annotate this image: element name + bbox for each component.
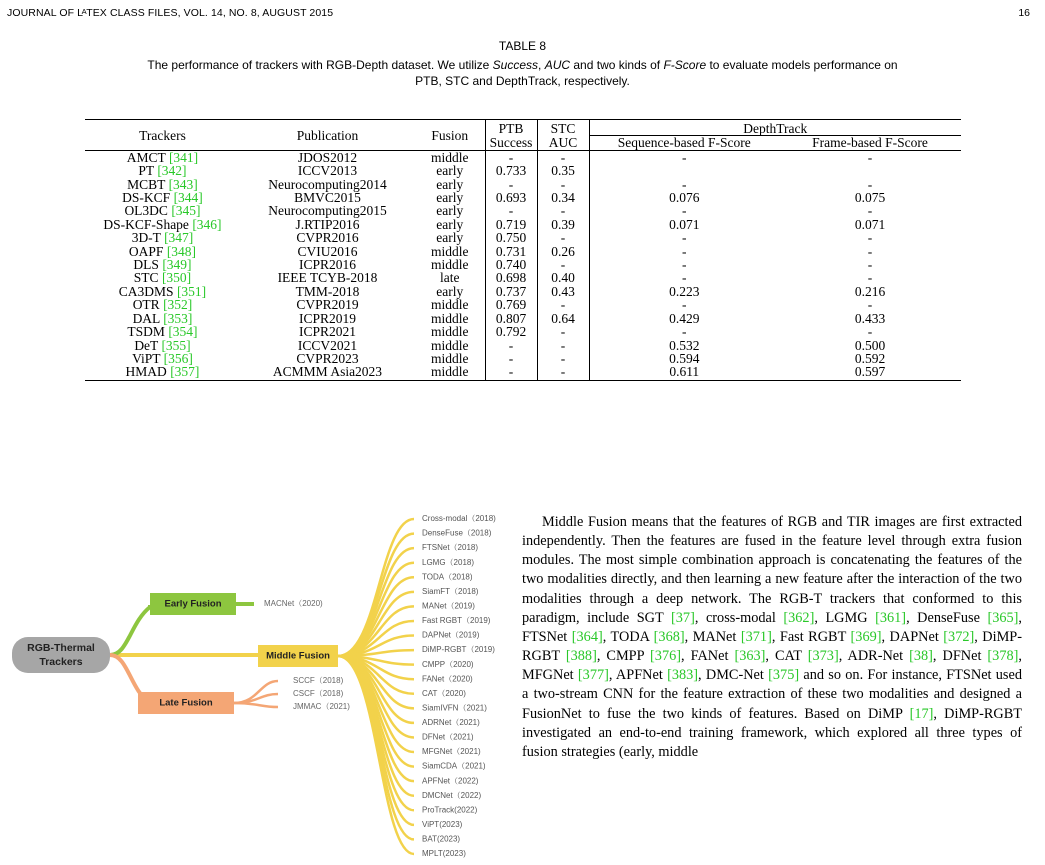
seq-fscore: 0.429 (589, 312, 779, 325)
fusion-type: early (436, 163, 464, 179)
stc-auc: 0.64 (537, 312, 589, 325)
ptb-success: 0.737 (485, 285, 537, 298)
table-row (85, 245, 961, 258)
publication: TMM-2018 (295, 283, 360, 299)
middle-item-label: DFNet（2021) (422, 732, 474, 742)
stc-auc: 0.43 (537, 285, 589, 298)
seq-fscore: 0.532 (589, 339, 779, 352)
middle-item-label: DMCNet（2022) (422, 790, 482, 800)
tracker-name: STC [350] (133, 270, 192, 286)
paragraph-text: , DenseFuse (906, 609, 988, 626)
tracker-name: DS-KCF-Shape [346] (103, 216, 222, 232)
publication: ACMMM Asia2023 (240, 365, 415, 380)
paragraph-text: and so on. For instance, FTSNet used a two-stream CNN for the feature extraction of these two modalities and designed a FusionNet to fuse the two kinds of features. Based on DiMP (522, 667, 1022, 722)
citation-link[interactable]: [355] (161, 337, 191, 353)
table-label: TABLE 8 (498, 39, 547, 53)
tracker-name: DLS [349] (133, 257, 192, 273)
seq-fscore (589, 164, 779, 177)
citation-link[interactable]: [362] (783, 609, 815, 626)
late-item-label: SCCF（2018) (293, 676, 344, 686)
citation-link[interactable]: [378] (987, 648, 1019, 665)
header-ptb: PTB (485, 120, 537, 136)
table-row (85, 178, 961, 191)
middle-item-label: LGMG（2018) (422, 557, 475, 567)
seq-fscore: 0.611 (589, 365, 779, 380)
table-row (85, 298, 961, 311)
header-stc: STC (537, 120, 589, 136)
publication: ICPR2016 (298, 257, 356, 273)
fusion-taxonomy-svg (10, 505, 510, 860)
citation-link[interactable]: [363] (734, 648, 766, 665)
body-paragraph (522, 513, 1022, 762)
tracker-name: OAPF [348] (128, 243, 197, 259)
publication: JDOS2012 (297, 149, 358, 165)
late-item-label: JMMAC（2021) (293, 702, 350, 712)
table-row (85, 258, 961, 271)
ptb-success: 0.750 (485, 231, 537, 244)
journal-header: JOURNAL OF $L^ATEX$ CLASS FILES, VOL. 14, NO. 8, AUGUST 2015 (7, 6, 334, 19)
paragraph-text: , DAPNet (881, 628, 944, 645)
seq-fscore: 0.071 (589, 218, 779, 231)
paragraph-text: , DFNet (932, 648, 988, 665)
ptb-success: 0.698 (485, 271, 537, 284)
fusion-type: middle (431, 350, 469, 366)
ptb-success: 0.719 (485, 218, 537, 231)
citation-link[interactable]: [371] (740, 628, 772, 645)
ptb-success: - (485, 150, 537, 164)
table-row (85, 339, 961, 352)
middle-fusion-label: Middle Fusion (266, 650, 330, 662)
stc-auc: - (537, 150, 589, 164)
frame-fscore: 0.592 (854, 350, 886, 366)
results-table (85, 119, 961, 381)
paragraph-text: , MFGNet (522, 648, 1022, 684)
seq-fscore: 0.076 (589, 191, 779, 204)
frame-fscore: - (867, 297, 873, 313)
middle-item-label: ADRNet（2021) (422, 718, 480, 728)
citation-link[interactable]: [38] (909, 648, 933, 665)
publication: ICPR2019 (298, 310, 356, 326)
middle-item-label: FTSNet（2018) (422, 543, 479, 553)
publication: ICCV2013 (297, 163, 358, 179)
paragraph-text: , ADR-Net (838, 648, 910, 665)
frame-fscore: 0.433 (854, 310, 886, 326)
middle-item-label: MFGNet（2021) (422, 747, 481, 757)
late-fusion-label: Late Fusion (159, 697, 213, 709)
stc-auc: - (537, 204, 589, 217)
ptb-success: 0.807 (485, 312, 537, 325)
tracker-name: OTR [352] (132, 297, 193, 313)
seq-fscore: - (589, 298, 779, 311)
fusion-type: middle (431, 149, 469, 165)
header-frame-fscore: Frame-based F-Score (779, 136, 961, 150)
citation-link[interactable]: [342] (157, 163, 187, 179)
page-number: 16 (1018, 7, 1030, 19)
frame-fscore: - (867, 230, 873, 246)
table-row (85, 312, 961, 325)
seq-fscore: - (589, 231, 779, 244)
middle-item-label: ViPT(2023) (422, 819, 463, 829)
citation-link[interactable]: [17] (909, 705, 934, 722)
citation-link[interactable]: [343] (168, 176, 198, 192)
tracker-name: PT [342] (138, 163, 187, 179)
ptb-success: 0.731 (485, 245, 537, 258)
table-row (85, 204, 961, 217)
paragraph-text: Middle Fusion means that the features of RGB and TIR images are first extracted independently. Then the features are fused in the feature level through extra fusion modules. The most simple combination approach is concatenating the features of the two modalities directly, and then learning a new feature after the interaction of the two modalities through a deep network. The RGB-T trackers that conformed to this paradigm, include SGT (522, 514, 1022, 626)
publication: CVIU2016 (297, 243, 358, 259)
frame-fscore: 0.216 (854, 283, 886, 299)
table-row (85, 231, 961, 244)
table-row (85, 218, 961, 231)
early-connector (110, 605, 150, 655)
fusion-type: middle (431, 243, 469, 259)
tracker-name: DeT [355] (134, 337, 191, 353)
frame-fscore: - (867, 243, 873, 259)
table-row (85, 285, 961, 298)
citation-link[interactable]: [350] (161, 270, 192, 286)
citation-link[interactable]: [348] (166, 243, 197, 259)
ptb-success: 0.792 (485, 325, 537, 338)
publication: J.RTIP2016 (295, 216, 360, 232)
publication: CVPR2019 (296, 297, 359, 313)
citation-link[interactable]: [373] (807, 648, 839, 665)
middle-fusion-paragraph (522, 513, 1022, 762)
middle-item-label: MANet（2019) (422, 601, 475, 611)
tracker-name: DAL [353] (132, 310, 193, 326)
paragraph-text: , CMPP (596, 648, 651, 665)
fusion-taxonomy-diagram (10, 505, 510, 865)
publication: ICPR2021 (298, 324, 356, 340)
citation-link[interactable]: [357] (170, 364, 200, 380)
paragraph-text: , CAT (765, 648, 808, 665)
header-fusion: Fusion (415, 120, 485, 151)
stc-auc: 0.39 (537, 218, 589, 231)
seq-fscore: - (589, 204, 779, 217)
stc-auc: - (537, 298, 589, 311)
paragraph-text: , MANet (684, 628, 741, 645)
tracker-name: DS-KCF [344] (122, 190, 203, 206)
early-fusion-label: Early Fusion (164, 598, 222, 610)
stc-auc: 0.26 (537, 245, 589, 258)
publication: CVPR2016 (296, 230, 359, 246)
stc-auc: - (537, 365, 589, 380)
citation-link[interactable]: [354] (168, 324, 198, 340)
tracker-name: AMCT [341] (126, 149, 199, 165)
paragraph-text: , TODA (602, 628, 654, 645)
stc-auc: - (537, 231, 589, 244)
paragraph-text: , DMC-Net (698, 667, 769, 684)
fusion-type: early (436, 216, 464, 232)
paragraph-text: , FTSNet (522, 609, 1022, 645)
publication: IEEE TCYB-2018 (277, 270, 378, 286)
citation-link[interactable]: [346] (192, 216, 222, 232)
late-leaf-connector (234, 703, 278, 707)
ptb-success: - (485, 352, 537, 365)
seq-fscore: - (589, 325, 779, 338)
citation-link[interactable]: [369] (850, 628, 882, 645)
citation-link[interactable]: [341] (168, 149, 199, 165)
tracker-name: 3D-T [347] (131, 230, 194, 246)
tracker-name: TSDM [354] (127, 324, 198, 340)
citation-link[interactable]: [344] (173, 190, 203, 206)
publication: CVPR2023 (296, 350, 359, 366)
stc-auc: - (537, 352, 589, 365)
tracker-name: CA3DMS [351] (118, 283, 207, 299)
frame-fscore: - (867, 149, 873, 165)
fusion-type: early (436, 283, 464, 299)
header-depthtrack: DepthTrack (589, 120, 961, 136)
ptb-success: 0.740 (485, 258, 537, 271)
ptb-success: 0.693 (485, 191, 537, 204)
seq-fscore: - (589, 271, 779, 284)
citation-link[interactable]: [365] (987, 609, 1019, 626)
citation-link[interactable]: [364] (571, 628, 603, 645)
citation-link[interactable]: [37] (671, 609, 695, 626)
ptb-success: - (485, 365, 537, 380)
citation-link[interactable]: [377] (577, 667, 609, 684)
publication: ICCV2021 (297, 337, 358, 353)
frame-fscore: - (867, 203, 873, 219)
table-row (85, 191, 961, 204)
table-row (85, 352, 961, 365)
header-trackers: Trackers (85, 120, 240, 151)
citation-link[interactable]: [345] (171, 203, 201, 219)
fusion-type: middle (431, 324, 469, 340)
frame-fscore: 0.500 (854, 337, 886, 353)
middle-item-label: APFNet（2022) (422, 776, 479, 786)
ptb-success: - (485, 204, 537, 217)
fusion-type: late (440, 270, 460, 286)
table-row (85, 150, 961, 164)
stc-auc: - (537, 339, 589, 352)
fusion-type: middle (431, 257, 469, 273)
seq-fscore: - (589, 245, 779, 258)
ptb-success: 0.769 (485, 298, 537, 311)
frame-fscore: - (867, 257, 873, 273)
table-row (85, 271, 961, 284)
stc-auc: 0.34 (537, 191, 589, 204)
citation-link[interactable]: [375] (768, 667, 800, 684)
fusion-type: middle (415, 365, 485, 380)
middle-item-label: MPLT(2023) (422, 849, 466, 859)
stc-auc: - (537, 178, 589, 191)
citation-link[interactable]: [376] (650, 648, 682, 665)
seq-fscore: - (589, 178, 779, 191)
publication: Neurocomputing2015 (268, 203, 387, 219)
publication: Neurocomputing2014 (268, 176, 387, 192)
header-ptb-success: Success (485, 136, 537, 150)
paragraph-text: , DiMP-RGBT investigated an end-to-end training framework, which explored all three types of fusion strategies (early, middle (522, 705, 1022, 760)
seq-fscore: - (589, 258, 779, 271)
paragraph-text: , LGMG (814, 609, 876, 626)
frame-fscore: - (867, 176, 873, 192)
stc-auc: - (537, 258, 589, 271)
paragraph-text: , cross-modal (694, 609, 784, 626)
fusion-type: middle (431, 337, 469, 353)
paragraph-text: , DiMP-RGBT (522, 628, 1023, 665)
seq-fscore: - (589, 150, 779, 164)
citation-link[interactable]: [351] (176, 283, 207, 299)
tracker-name: MCBT [343] (127, 176, 198, 192)
ptb-success: - (485, 339, 537, 352)
tracker-name: OL3DC [345] (124, 203, 201, 219)
citation-link[interactable]: [383] (667, 667, 699, 684)
middle-item-label: DiMP-RGBT（2019) (422, 645, 495, 655)
table-caption: The performance of trackers with RGB-Depth dataset. We utilize Success, AUC and two kinds of F-Score to evaluate models performance on PTB, STC and DepthTrack, respectively. (147, 58, 898, 88)
tracker-name: HMAD [357] (85, 365, 240, 380)
fusion-type: middle (431, 310, 469, 326)
stc-auc: - (537, 325, 589, 338)
middle-item-label: CAT（2020) (422, 688, 466, 698)
citation-link[interactable]: [349] (162, 257, 192, 273)
table-row (85, 325, 961, 338)
fusion-type: middle (431, 297, 469, 313)
frame-fscore: 0.597 (779, 365, 961, 380)
paragraph-text: , APFNet (608, 667, 668, 684)
middle-item-label: Fast RGBT（2019) (422, 616, 491, 626)
header-publication: Publication (240, 120, 415, 151)
middle-item-label: DAPNet（2019) (422, 630, 480, 640)
ptb-success: 0.733 (485, 164, 537, 177)
publication: BMVC2015 (294, 190, 361, 206)
header-seq-fscore: Sequence-based F-Score (589, 136, 779, 150)
middle-item-label: TODA（2018) (422, 572, 473, 582)
ptb-success: - (485, 178, 537, 191)
frame-fscore: 0.071 (854, 216, 886, 232)
frame-fscore: 0.075 (854, 190, 886, 206)
citation-link[interactable]: [353] (163, 310, 193, 326)
table-row (85, 164, 961, 177)
citation-link[interactable]: [361] (875, 609, 907, 626)
middle-item-label: SiamIVFN（2021) (422, 703, 487, 713)
paragraph-text: , FANet (681, 648, 735, 665)
header-stc-auc: AUC (537, 136, 589, 150)
frame-fscore (779, 164, 961, 177)
seq-fscore: 0.594 (589, 352, 779, 365)
tracker-name: ViPT [356] (132, 350, 193, 366)
citation-link[interactable]: [368] (653, 628, 685, 645)
middle-item-label: BAT(2023) (422, 834, 461, 844)
paragraph-text: , Fast RGBT (771, 628, 851, 645)
citation-link[interactable]: [388] (565, 648, 597, 665)
frame-fscore: - (867, 270, 873, 286)
stc-auc: 0.35 (537, 164, 589, 177)
middle-item-label: FANet（2020) (422, 674, 473, 684)
fusion-type: early (436, 203, 464, 219)
root-label: Trackers (39, 655, 83, 668)
early-item-label: MACNet（2020) (264, 599, 323, 609)
late-item-label: CSCF（2018) (293, 689, 344, 699)
stc-auc: 0.40 (537, 271, 589, 284)
frame-fscore: - (867, 324, 873, 340)
fusion-type: early (436, 230, 464, 246)
citation-link[interactable]: [356] (163, 350, 193, 366)
fusion-type: early (436, 190, 464, 206)
middle-item-label: CMPP（2020) (422, 659, 474, 669)
middle-item-label: SiamFT（2018) (422, 586, 479, 596)
middle-item-label: SiamCDA（2021) (422, 761, 486, 771)
seq-fscore: 0.223 (589, 285, 779, 298)
fusion-type: early (436, 176, 464, 192)
middle-item-label: Cross-modal（2018) (422, 514, 496, 524)
citation-link[interactable]: [372] (943, 628, 975, 645)
table-row (85, 365, 961, 380)
middle-item-label: ProTrack(2022) (422, 805, 478, 815)
root-label: RGB-Thermal (27, 641, 95, 654)
middle-item-label: DenseFuse（2018) (422, 528, 492, 538)
citation-link[interactable]: [347] (164, 230, 194, 246)
citation-link[interactable]: [352] (163, 297, 193, 313)
